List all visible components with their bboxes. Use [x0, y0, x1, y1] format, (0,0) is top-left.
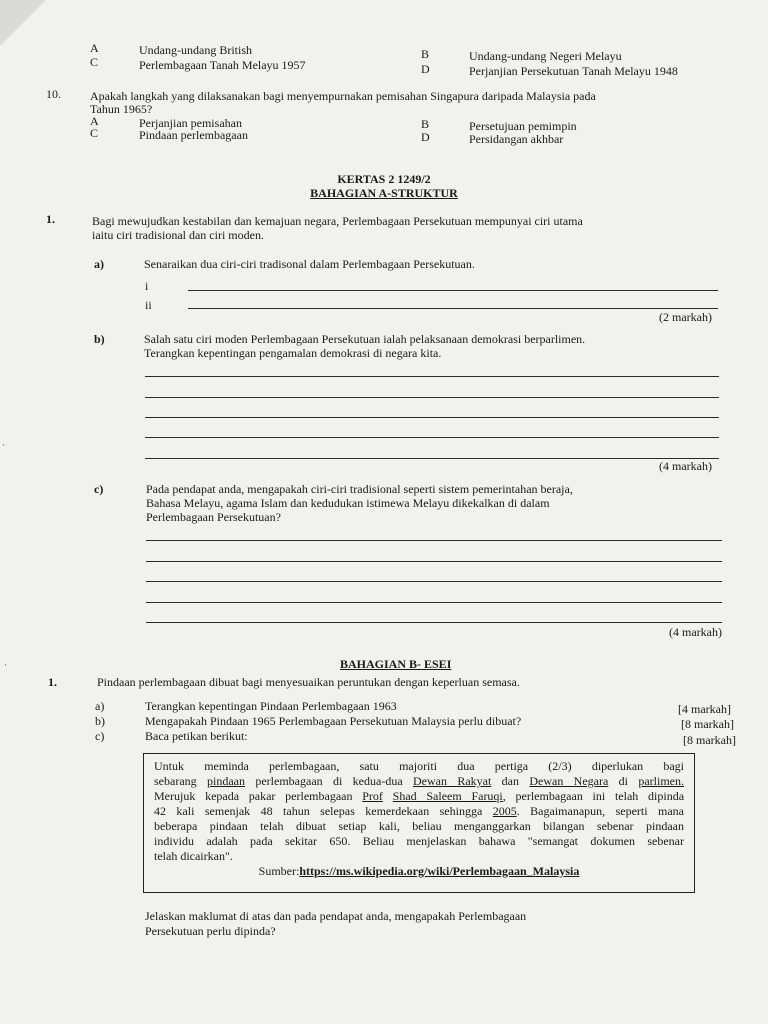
passage-text: perlembagaan di kedua-dua: [245, 774, 413, 788]
answer-line[interactable]: [146, 622, 722, 623]
sa-q1b-marks: (4 markah): [659, 459, 712, 473]
passage-source: [154, 864, 684, 879]
passage-text: sebarang: [154, 774, 207, 788]
q10-option-c-text: Pindaan perlembagaan: [139, 128, 248, 142]
source-passage-box: [143, 753, 695, 893]
sb-q1b-marks: [8 markah]: [681, 717, 734, 731]
scan-margin-mark: ·: [4, 660, 7, 670]
q9-option-b-letter: B: [421, 47, 430, 61]
sa-q1b-label: b): [94, 332, 105, 346]
passage-line: telah dicairkan".: [154, 849, 233, 863]
q9-option-c-letter: C: [90, 55, 99, 69]
passage-line: individu adalah pada sekitar 650. Beliau menjelaskan bahawa "semangat dokumen sebenar: [154, 834, 684, 848]
passage-text: di: [608, 774, 639, 788]
passage-text: 42 kali semenjak 48 tahun selepas kemerdekaan sehingga: [154, 804, 493, 818]
answer-line[interactable]: [145, 458, 719, 459]
sb-q1a-marks: [4 markah]: [678, 702, 731, 716]
passage-text: , perlembagaan ini telah dipinda: [502, 789, 685, 803]
sb-q1b-label: b): [95, 714, 105, 728]
passage-underlined-word: pindaan: [207, 774, 245, 788]
passage-line: [154, 804, 684, 819]
sa-q1-stem-line2: iaitu ciri tradisional dan ciri moden.: [92, 228, 264, 242]
sb-q1-stem: Pindaan perlembagaan dibuat bagi menyesuaikan peruntukan dengan keperluan semasa.: [97, 675, 520, 689]
q10-option-d-letter: D: [421, 130, 430, 144]
sb-q1c-final-line1: Jelaskan maklumat di atas dan pada pendapat anda, mengapakah Perlembagaan: [145, 909, 527, 923]
sa-q1a-ii-label: ii: [145, 298, 152, 312]
sb-q1c-text: Baca petikan berikut:: [145, 729, 248, 743]
sa-q1b-line2: Terangkan kepentingan pengamalan demokrasi di negara kita.: [144, 346, 442, 360]
q10-option-a-letter: A: [90, 114, 99, 128]
passage-line: Untuk meminda perlembagaan, satu majoriti dua pertiga (2/3) diperlukan bagi: [154, 759, 684, 773]
section-b-heading: BAHAGIAN B- ESEI: [340, 657, 452, 671]
sa-q1a-marks: (2 markah): [659, 310, 712, 324]
answer-line[interactable]: [188, 308, 718, 309]
answer-line[interactable]: [146, 561, 722, 562]
sb-q1-number: 1.: [48, 675, 57, 689]
q10-option-d-text: Persidangan akhbar: [469, 132, 564, 146]
source-link[interactable]: https://ms.wikipedia.org/wiki/Perlembagaan_Malaysia: [299, 864, 580, 878]
q9-option-d-letter: D: [421, 62, 430, 76]
answer-line[interactable]: [188, 290, 718, 291]
sa-q1c-label: c): [94, 482, 104, 496]
sb-q1c-label: c): [95, 729, 105, 743]
passage-text: [383, 789, 393, 803]
passage-underlined-word: Prof: [362, 789, 383, 803]
sb-q1c-marks: [8 markah]: [683, 733, 736, 747]
q9-option-d-text: Perjanjian Persekutuan Tanah Melayu 1948: [469, 64, 678, 78]
sa-q1-stem-line1: Bagi mewujudkan kestabilan dan kemajuan negara, Perlembagaan Persekutuan mempunyai ciri utama: [92, 214, 583, 228]
answer-line[interactable]: [146, 581, 722, 582]
q10-text-line2: Tahun 1965?: [90, 102, 153, 116]
passage-line: [154, 789, 684, 804]
answer-line[interactable]: [146, 540, 722, 541]
passage-underlined-word: Dewan Rakyat: [412, 774, 492, 788]
sa-q1b-line1: Salah satu ciri moden Perlembagaan Persekutuan ialah pelaksanaan demokrasi berparlimen.: [144, 332, 586, 346]
q10-number: 10.: [46, 87, 61, 101]
passage-text: . Bagaimanapun, seperti mana: [516, 804, 684, 818]
q9-option-a-text: Undang-undang British: [139, 43, 252, 57]
paper2-title: KERTAS 2 1249/2: [337, 172, 431, 186]
answer-line[interactable]: [145, 397, 719, 398]
passage-underlined-word: parlimen.: [638, 774, 685, 788]
passage-underlined-word: Shad Saleem Faruqi: [392, 789, 503, 803]
sa-q1a-i-label: i: [145, 279, 149, 293]
scan-margin-mark: ·: [2, 440, 5, 450]
sb-q1a-text: Terangkan kepentingan Pindaan Perlembagaan 1963: [145, 699, 397, 713]
source-label: Sumber:: [258, 864, 300, 878]
passage-line: [154, 774, 684, 789]
answer-line[interactable]: [145, 437, 719, 438]
answer-line[interactable]: [145, 417, 719, 418]
q10-option-b-letter: B: [421, 117, 430, 131]
sa-q1c-line1: Pada pendapat anda, mengapakah ciri-ciri tradisional seperti sistem pemerintahan beraja,: [146, 482, 573, 496]
passage-text: Merujuk kepada pakar perlembagaan: [154, 789, 363, 803]
passage-underlined-word: Dewan Negara: [529, 774, 609, 788]
sa-q1c-line3: Perlembagaan Persekutuan?: [146, 510, 281, 524]
q9-option-c-text: Perlembagaan Tanah Melayu 1957: [139, 58, 306, 72]
page-corner-fold: [0, 0, 46, 46]
q10-option-b-text: Persetujuan pemimpin: [469, 119, 577, 133]
passage-underlined-word: 2005: [492, 804, 517, 818]
sa-q1-number: 1.: [46, 212, 55, 226]
sb-q1b-text: Mengapakah Pindaan 1965 Perlembagaan Persekutuan Malaysia perlu dibuat?: [145, 714, 522, 728]
sa-q1c-line2: Bahasa Melayu, agama Islam dan kedudukan istimewa Melayu dikekalkan di dalam: [146, 496, 550, 510]
sb-q1a-label: a): [95, 699, 105, 713]
q9-option-b-text: Undang-undang Negeri Melayu: [469, 49, 622, 63]
q9-option-a-letter: A: [90, 41, 99, 55]
sb-q1c-final-line2: Persekutuan perlu dipinda?: [145, 924, 276, 938]
q10-option-c-letter: C: [90, 126, 99, 140]
q10-text-line1: Apakah langkah yang dilaksanakan bagi menyempurnakan pemisahan Singapura daripada Malaysia pada: [90, 89, 596, 103]
passage-line: beberapa pindaan telah dibuat setiap kali, beliau menganggarkan bilangan sebenar pindaan: [154, 819, 684, 833]
answer-line[interactable]: [145, 376, 719, 377]
section-a-heading: BAHAGIAN A-STRUKTUR: [310, 186, 458, 200]
q10-option-a-text: Perjanjian pemisahan: [139, 116, 242, 130]
sa-q1a-label: a): [94, 257, 104, 271]
passage-text: dan: [491, 774, 530, 788]
sa-q1c-marks: (4 markah): [669, 625, 722, 639]
answer-line[interactable]: [146, 602, 722, 603]
sa-q1a-text: Senaraikan dua ciri-ciri tradisonal dalam Perlembagaan Persekutuan.: [144, 257, 475, 271]
